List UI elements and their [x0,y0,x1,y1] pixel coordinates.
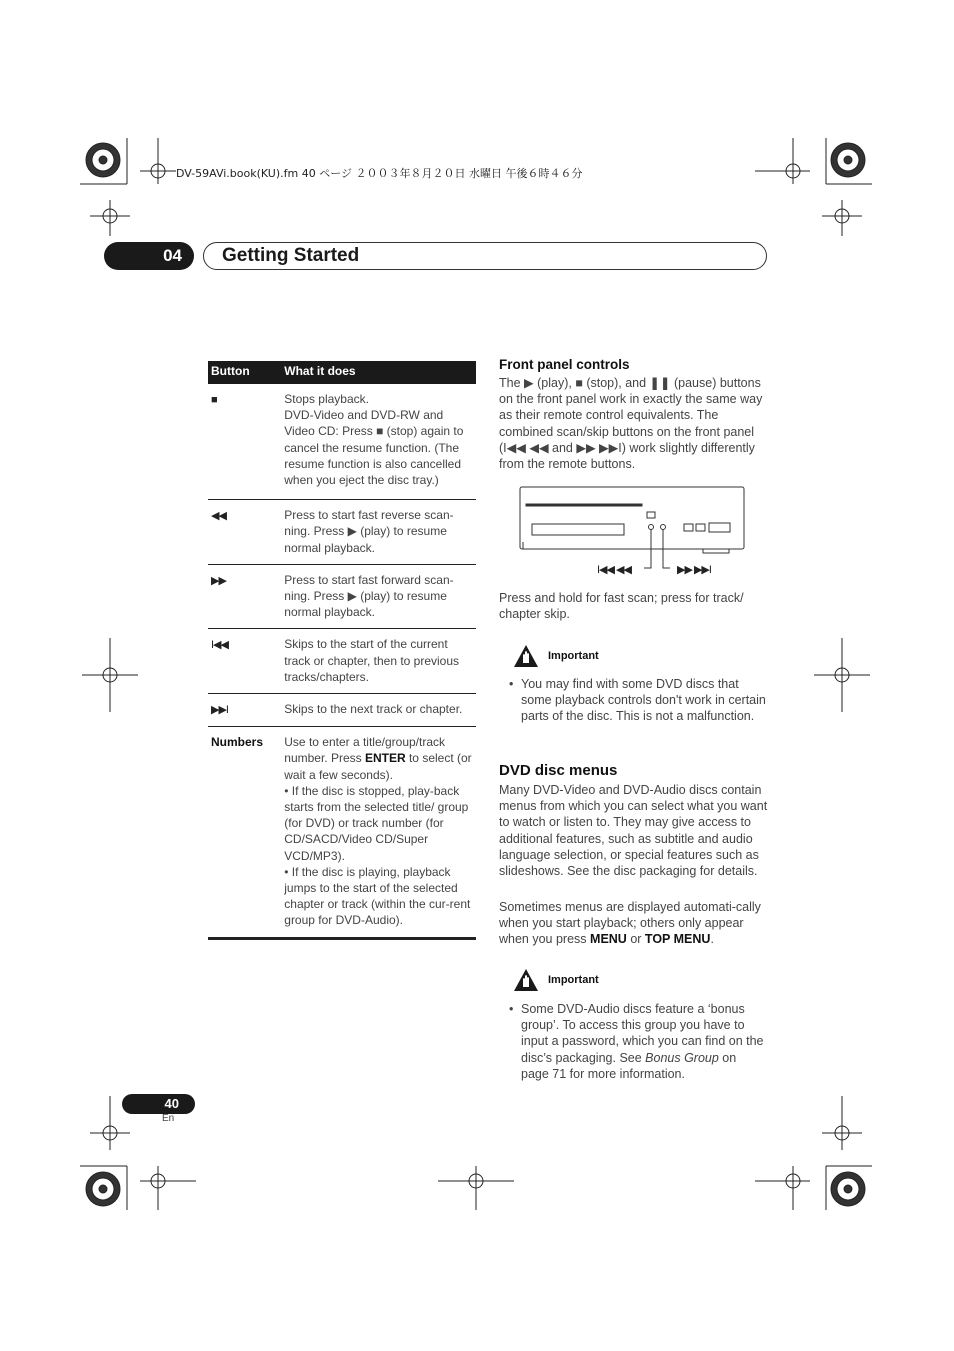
table-row [208,727,476,938]
table-row [208,384,476,500]
registration-star-icon [86,1172,120,1206]
crosshair-icon [82,638,138,712]
dvd-menus-para2 [499,899,769,948]
para2-text: Sometimes menus are displayed automati-cally when you start playback; others only appear when you press [499,900,761,947]
para2-end: . [710,932,714,947]
numbers-bullet: • If the disc is stopped, play-back starts from the selected title/ group (for DVD) or track number (for CD/SACD/Video CD/Super VCD/MP3). [284,783,469,863]
bonus-text-post: on page 71 for more information. [521,1050,737,1081]
important-note-2 [513,968,653,994]
crosshair-icon [438,1166,514,1210]
table-cell: Stops playback. DVD-Video and DVD-RW and Video CD: Press ■ (stop) again to cancel the resume function. (The resume function is also cancelled when you eject the disc tray.) [281,384,476,500]
chapter-title-bar [203,242,767,270]
warning-hand-icon [513,644,539,668]
chapter-title: Getting Started [222,245,360,266]
registration-star-icon [831,143,865,177]
important-note-1 [513,644,653,670]
enter-key: ENTER [364,751,406,766]
table-header-what: What it does [281,361,476,384]
numbers-text-post: to select (or wait a few seconds). [284,751,472,782]
table-header-row [208,361,476,384]
table-cell: Press to start fast forward scan-ning. Press ▶ (play) to resume normal playback. [281,564,476,629]
dvd-menus-para1: Many DVD-Video and DVD-Audio discs contain menus from which you can select what you want to watch or listen to. They may give access to additional features, such as subtitle and audio language selection, or special features such as slideshows. See the disc packaging for details. [499,783,768,879]
important-bullet: • You may find with some DVD discs that some playback controls don't work in certain parts of the disc. This is not a malfunction. [509,677,766,724]
dvd-player-illustration [518,484,750,580]
dvd-menus-heading: DVD disc menus [499,762,618,779]
rewind-icon: ◀◀ [211,510,226,523]
top-menu-key: TOP MENU [644,932,711,947]
print-header: DV-59AVi.book(KU).fm 40 ページ ２００３年８月２０日 水曜日 午後６時４６分 [176,167,583,180]
table-cell: Skips to the next track or chapter. [281,694,476,727]
numbers-bullet: • If the disc is playing, playback jumps to the start of the selected chapter or track (within the cur-rent group for DVD-Audio). [284,864,471,928]
page-number: 40 [122,1094,195,1114]
warning-hand-icon [513,968,539,992]
front-panel-caption: Press and hold for fast scan; press for track/ chapter skip. [499,591,744,622]
button-table [208,361,476,940]
numbers-text-pre: Use to enter a title/group/track number. Press [284,735,446,766]
fast-forward-icon: ▶▶ [211,574,226,587]
crosshair-icon [140,138,176,184]
important-label: Important [548,650,599,662]
scan-forward-label: ▶▶ ▶▶I [677,564,711,576]
table-cell [281,727,476,938]
table-cell: Skips to the start of the current track or chapter, then to previous tracks/chapters. [281,629,476,694]
front-panel-body: The ▶ (play), ■ (stop), and ❚❚ (pause) buttons on the front panel work in exactly the same way as their remote control equivalents. The combined scan/skip buttons on the front panel (I◀◀ ◀◀ and ▶▶ ▶▶I) work slightly differently from the remote buttons. [499,376,763,472]
crosshair-icon [755,138,810,184]
crosshair-icon [822,1096,862,1150]
table-header-button: Button [208,361,281,384]
front-panel-heading: Front panel controls [499,357,630,372]
table-row [208,500,476,565]
page-language: En [162,1113,175,1124]
menu-key: MENU [590,932,627,947]
important-text [521,1001,767,1082]
skip-next-icon: ▶▶I [211,704,228,717]
important-bullet: • Some DVD-Audio discs feature a ‘bonus group’. To access this group you have to input a password, which you can find on the disc’s packaging. See Bonus Group on page 71 for more information. [509,1001,767,1082]
crosshair-icon [755,1166,810,1210]
table-row [208,564,476,629]
numbers-label: Numbers [211,735,264,750]
or-word: or [626,932,645,947]
important-label: Important [548,974,599,986]
bonus-text-pre: Some DVD-Audio discs feature a ‘bonus group’. To access this group you have to input a password, which you can find on the disc’s packaging. See [521,1002,764,1065]
bonus-group-ref: Bonus Group [645,1050,719,1065]
registration-star-icon [831,1172,865,1206]
crosshair-icon [822,200,862,236]
scan-back-label: I◀◀ ◀◀ [597,564,631,576]
chapter-number: 04 [104,242,194,270]
registration-star-icon [86,143,120,177]
stop-icon: ■ [211,394,217,406]
table-cell: Press to start fast reverse scan-ning. Press ▶ (play) to resume normal playback. [281,500,476,565]
important-text: You may find with some DVD discs that some playback controls don't work in certain parts of the disc. This is not a malfunction. [521,677,766,724]
table-row [208,694,476,727]
table-row [208,629,476,694]
crosshair-icon [140,1166,196,1210]
crosshair-icon [90,200,130,236]
crosshair-icon [814,638,870,712]
skip-previous-icon: I◀◀ [211,639,228,652]
